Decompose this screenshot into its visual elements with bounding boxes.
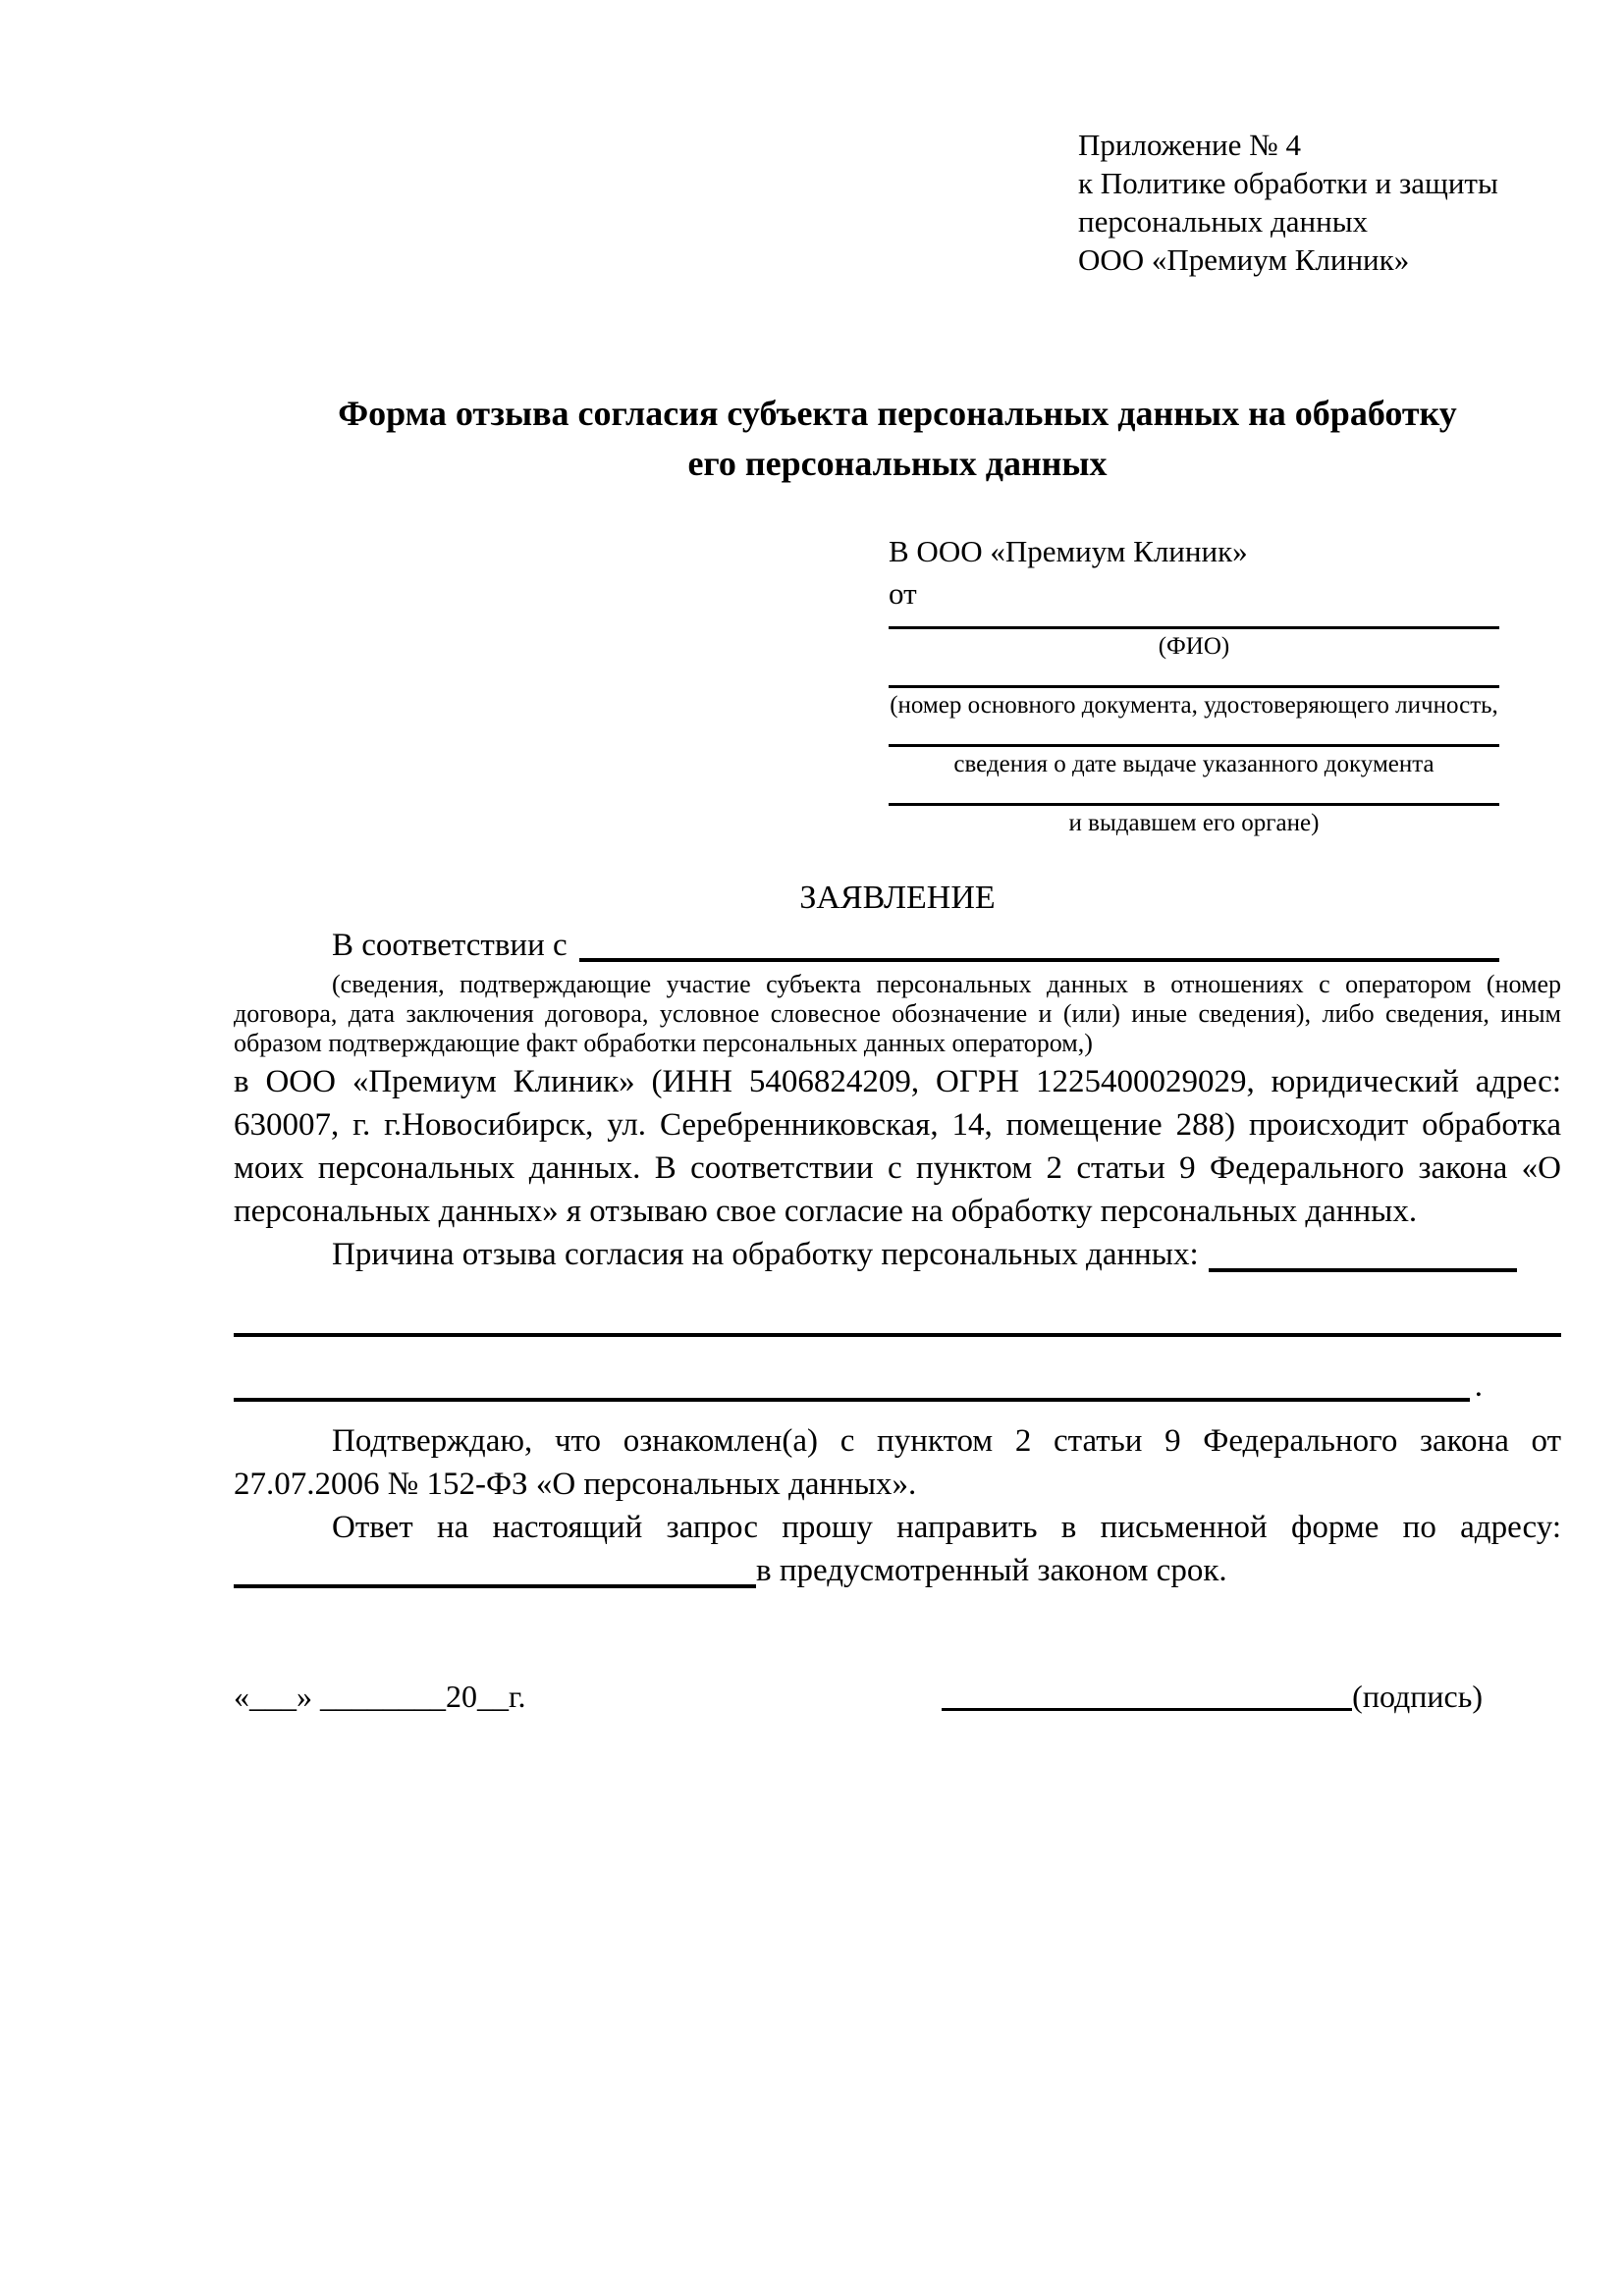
intro-prefix: В соответствии с — [332, 928, 568, 963]
intro-footnote: (сведения, подтверждающие участие субъекта персональных данных в отношениях с оператором (номер договора, дата заключения договора, условное словесное обозначение и (или) иные сведения), либо сведения, иным образом подтверждающие факт обработки персональных данных оператором,) — [234, 970, 1561, 1057]
issuing-authority-caption: и выдавшем его органе) — [1068, 810, 1320, 836]
document-title-line-2: его персональных данных — [687, 444, 1108, 483]
appendix-note-line-1: Приложение № 4 — [1078, 128, 1301, 162]
intro-blank-line — [579, 958, 1499, 962]
fio-blank-line — [889, 613, 1499, 629]
issue-date-caption: сведения о дате выдаче указанного документа — [953, 751, 1435, 777]
fio-caption: (ФИО) — [1158, 633, 1230, 660]
reason-extra-blank-line-1 — [234, 1333, 1561, 1337]
document-number-field — [889, 662, 1499, 721]
reason-blank-line — [1209, 1268, 1517, 1272]
addressee-from-label: от — [889, 576, 917, 611]
signature-group — [942, 1677, 1483, 1716]
appendix-note-line-4: ООО «Премиум Клиник» — [1078, 242, 1410, 277]
statement-heading: ЗАЯВЛЕНИЕ — [799, 880, 996, 916]
document-title — [234, 389, 1561, 489]
signature-row — [234, 1677, 1483, 1716]
signature-caption: (подпись) — [1352, 1679, 1483, 1714]
statement-body: в ООО «Премиум Клиник» (ИНН 5406824209, ОГРН 1225400029029, юридический адрес: 630007, г. г.Новосибирск, ул. Серебренниковская, 14, помещение 288) происходит обработка моих персональных данных. В соответствии с пунктом 2 статьи 9 Федерального закона «О персональных данных» я отзываю свое согласие на обработку персональных данных. — [234, 1064, 1561, 1229]
signature-blank-line — [942, 1708, 1352, 1711]
reason-extra-blank-line-2 — [234, 1368, 1483, 1404]
address-blank-line — [234, 1584, 756, 1588]
issue-date-field — [889, 721, 1499, 779]
response-address-line — [234, 1549, 1561, 1592]
confirmation-paragraph: Подтверждаю, что ознакомлен(а) с пунктом 2 статьи 9 Федерального закона от 27.07.2006 № 152-ФЗ «О персональных данных». — [234, 1423, 1561, 1502]
fio-field — [889, 613, 1499, 662]
issuing-authority-field — [889, 779, 1499, 838]
reason-terminator: . — [1474, 1368, 1483, 1404]
appendix-note-line-2: к Политике обработки и защиты — [1078, 166, 1498, 200]
reason-label: Причина отзыва согласия на обработку персональных данных: — [332, 1237, 1199, 1272]
intro-line — [234, 925, 1561, 966]
appendix-note — [1078, 126, 1561, 279]
date-placeholder: «___» ________20__г. — [234, 1679, 526, 1714]
issue-date-blank-line — [889, 721, 1499, 747]
document-number-caption: (номер основного документа, удостоверяющего личность, — [890, 692, 1498, 719]
reason-line — [234, 1233, 1561, 1276]
document-number-blank-line — [889, 662, 1499, 688]
addressee-block — [889, 532, 1499, 838]
response-suffix: в предусмотренный законом срок. — [756, 1553, 1227, 1588]
response-request-line: Ответ на настоящий запрос прошу направить в письменной форме по адресу: — [332, 1510, 1561, 1545]
reason-extra-blank-line-2-rule — [234, 1398, 1470, 1402]
appendix-note-line-3: персональных данных — [1078, 204, 1369, 239]
document-title-line-1: Форма отзыва согласия субъекта персональных данных на обработку — [338, 394, 1457, 433]
addressee-organization: В ООО «Премиум Клиник» — [889, 534, 1248, 568]
issuing-authority-blank-line — [889, 779, 1499, 806]
